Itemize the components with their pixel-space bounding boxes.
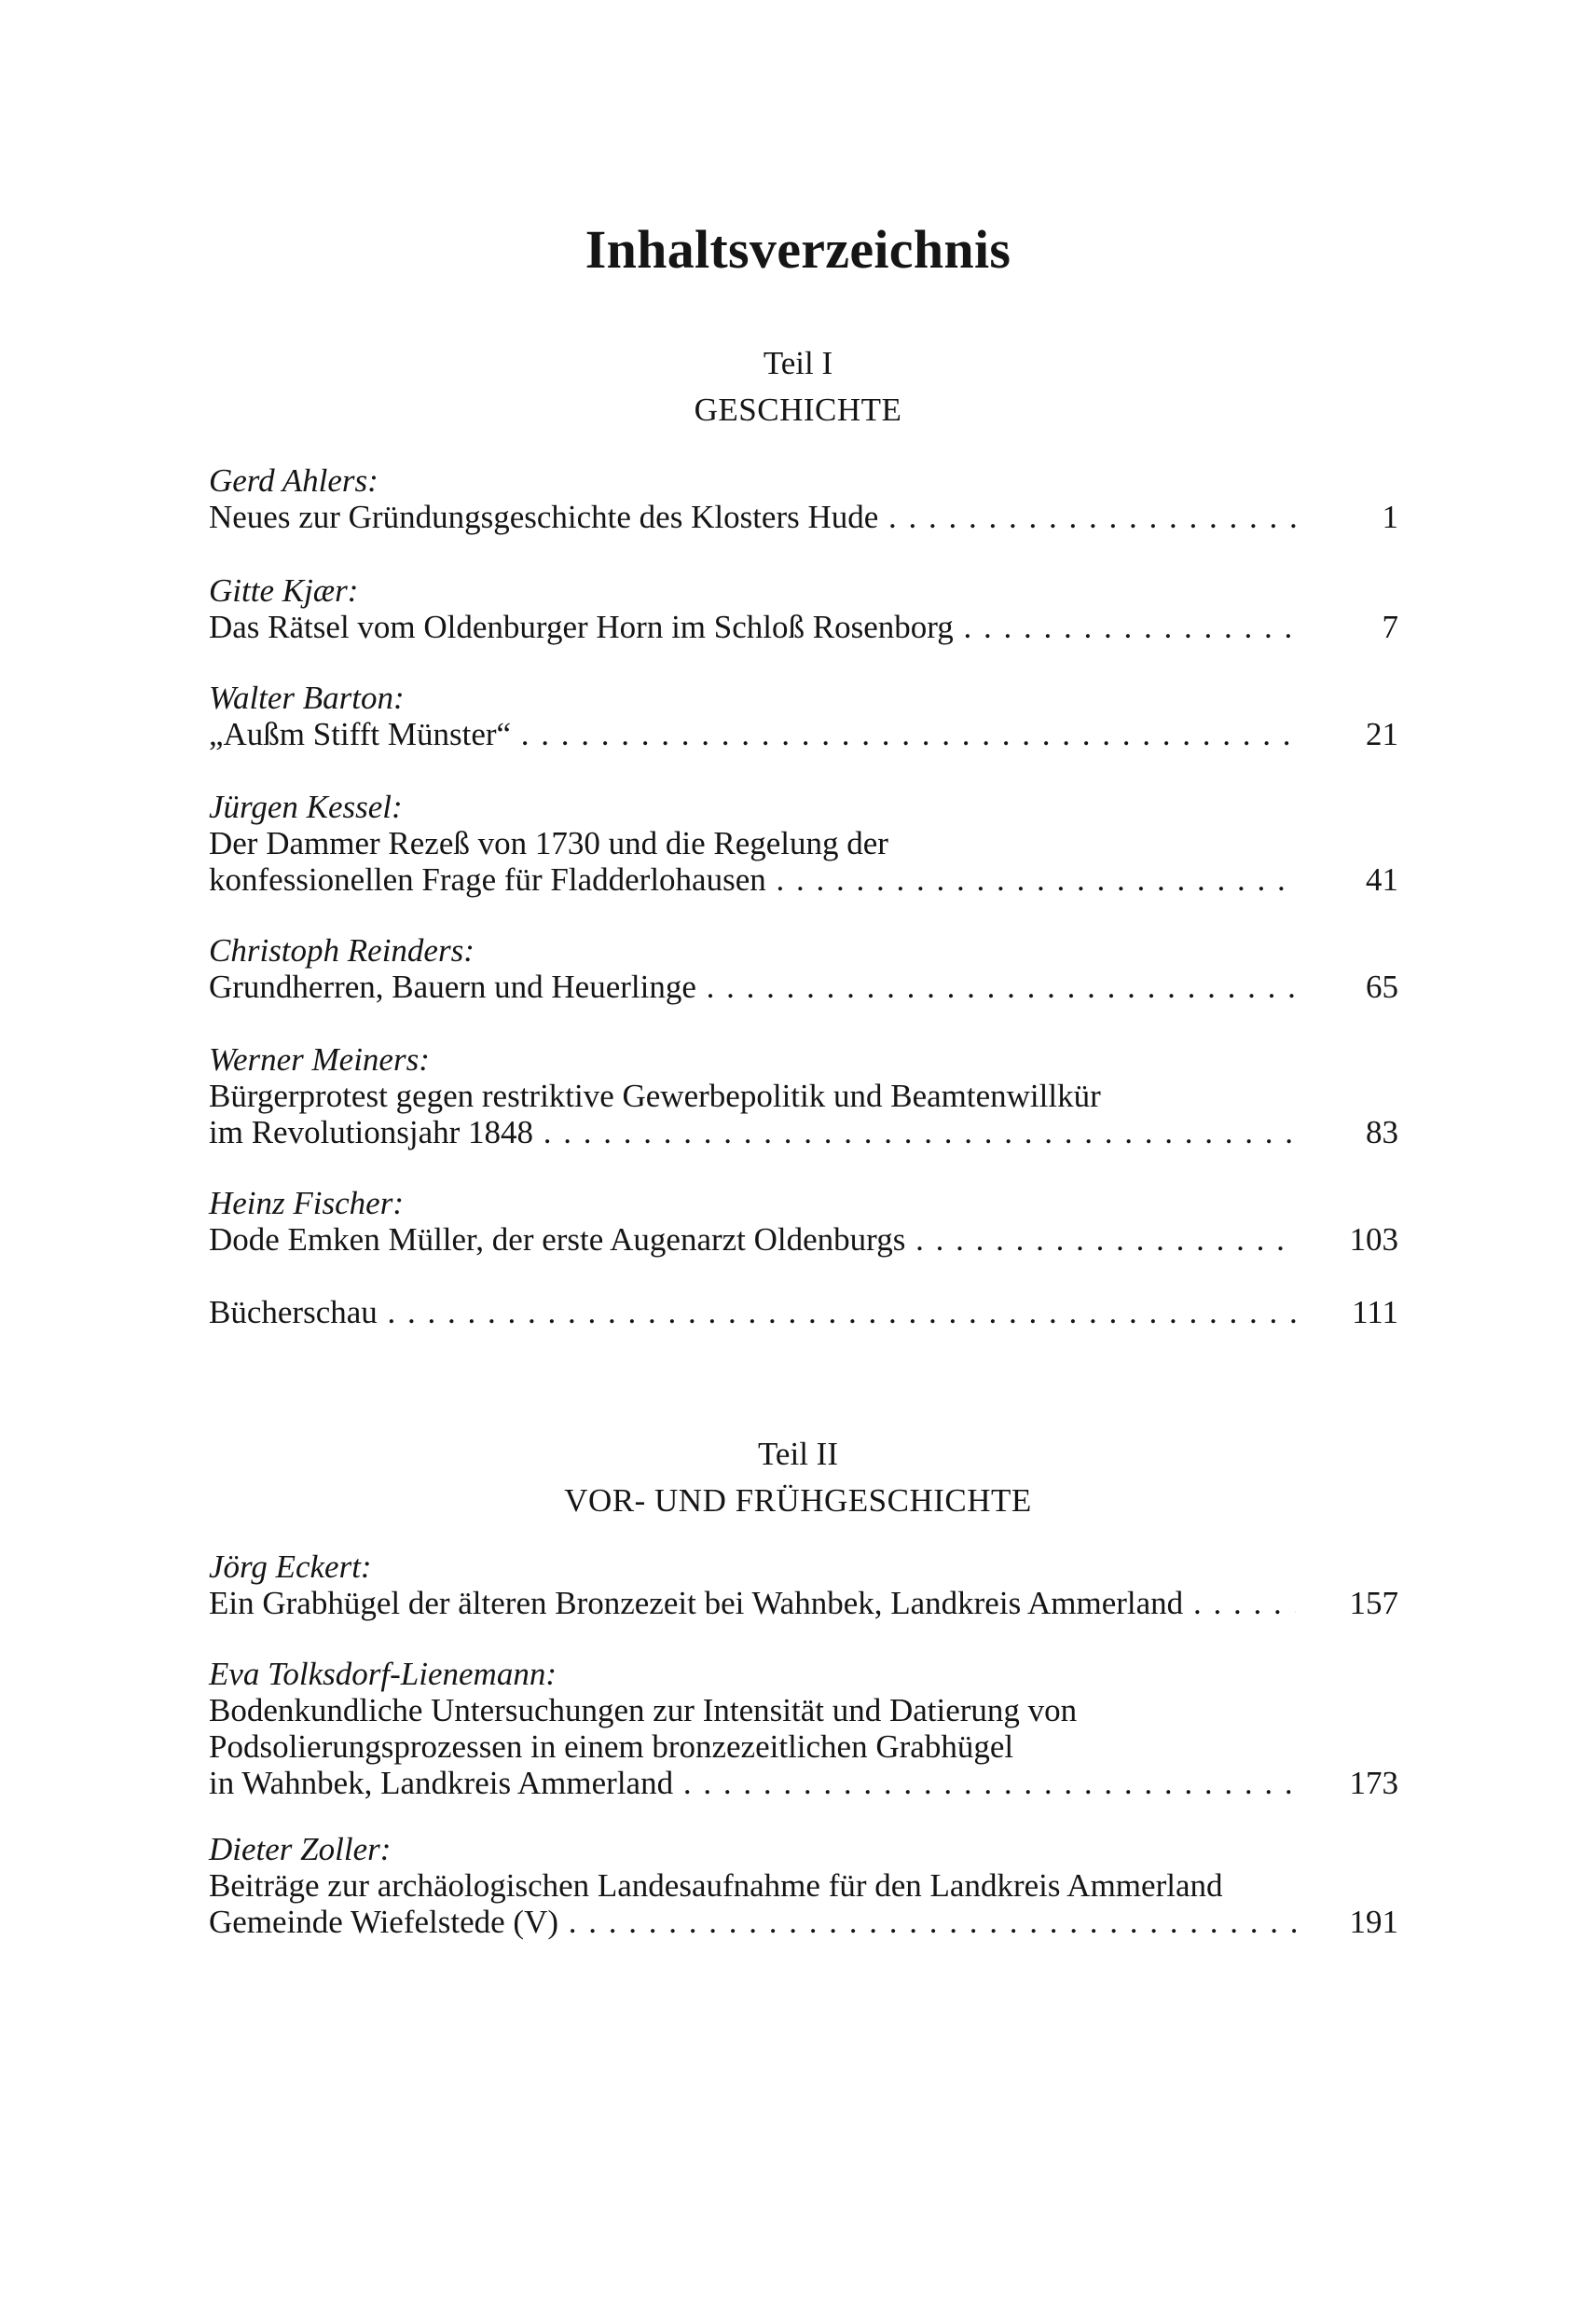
- entry-title-row: [209, 1765, 1398, 1801]
- entry-title: Dode Emken Müller, der erste Augenarzt Oldenburgs . . .: [209, 1221, 1296, 1258]
- entry-title-line: Beiträge zur archäologischen Landesaufnahme für den Landkreis Ammerland: [209, 1867, 1223, 1904]
- entry-title-row: [209, 1294, 1398, 1330]
- entry-author: Werner Meiners:: [209, 1041, 430, 1078]
- entry-title: Ein Grabhügel der älteren Bronzezeit bei Wahnbek, Landkreis Ammerland . . .: [209, 1585, 1296, 1621]
- entry-title-row: [209, 1114, 1398, 1150]
- entry-page-number: 1: [1382, 499, 1398, 535]
- entry-title-line: Bürgerprotest gegen restriktive Gewerbepolitik und Beamtenwillkür: [209, 1078, 1101, 1114]
- entry-page-number: 157: [1349, 1585, 1398, 1621]
- entry-title-line: Podsolierungsprozessen in einem bronzezeitlichen Grabhügel: [209, 1728, 1014, 1765]
- entry-author: Gitte Kjær:: [209, 572, 359, 609]
- entry-title-row: [209, 969, 1398, 1005]
- entry-title: in Wahnbek, Landkreis Ammerland . . .: [209, 1765, 1296, 1801]
- entry-page-number: 173: [1349, 1765, 1398, 1801]
- entry-author: Christoph Reinders:: [209, 932, 475, 969]
- entry-author: Eva Tolksdorf-Lienemann:: [209, 1656, 557, 1692]
- toc-entry[interactable]: [209, 462, 1398, 535]
- toc-entry[interactable]: [209, 1656, 1398, 1801]
- entry-page-number: 83: [1366, 1114, 1398, 1150]
- entry-page-number: 21: [1366, 716, 1398, 752]
- entry-title-row: [209, 861, 1398, 898]
- toc-entry[interactable]: [209, 1548, 1398, 1621]
- page-title: Inhaltsverzeichnis: [585, 218, 1011, 280]
- entry-page-number: 41: [1366, 861, 1398, 898]
- entry-page-number: 7: [1382, 609, 1398, 645]
- entry-author: Jörg Eckert:: [209, 1548, 372, 1585]
- entry-author: Heinz Fischer:: [209, 1185, 404, 1221]
- part-2-heading: VOR- UND FRÜHGESCHICHTE: [564, 1482, 1032, 1519]
- entry-title: Neues zur Gründungsgeschichte des Klosters Hude . . .: [209, 499, 1296, 535]
- toc-entry[interactable]: [209, 680, 1398, 752]
- toc-entry[interactable]: [209, 572, 1398, 645]
- entry-title-row: [209, 609, 1398, 645]
- toc-entry[interactable]: [209, 1831, 1398, 1940]
- entry-title: Bücherschau . . .: [209, 1294, 1296, 1330]
- entry-author: Gerd Ahlers:: [209, 462, 378, 499]
- toc-entry[interactable]: [209, 789, 1398, 898]
- entry-title-line: Bodenkundliche Untersuchungen zur Intensität und Datierung von: [209, 1692, 1078, 1728]
- entry-title-row: [209, 1904, 1398, 1940]
- entry-title-line: Der Dammer Rezeß von 1730 und die Regelung der: [209, 825, 888, 861]
- entry-title-row: [209, 499, 1398, 535]
- entry-title: im Revolutionsjahr 1848 . . .: [209, 1114, 1296, 1150]
- toc-entry[interactable]: [209, 1185, 1398, 1258]
- entry-page-number: 111: [1352, 1294, 1398, 1330]
- entry-page-number: 65: [1366, 969, 1398, 1005]
- toc-entry[interactable]: [209, 932, 1398, 1005]
- entry-page-number: 103: [1349, 1221, 1398, 1258]
- entry-title: „Außm Stifft Münster“ . . .: [209, 716, 1296, 752]
- part-1-label: Teil I: [763, 345, 833, 381]
- entry-title-row: [209, 716, 1398, 752]
- toc-entry[interactable]: [209, 1294, 1398, 1330]
- entry-title-row: [209, 1221, 1398, 1258]
- toc-entry[interactable]: [209, 1041, 1398, 1150]
- entry-title: Gemeinde Wiefelstede (V) . . .: [209, 1904, 1296, 1940]
- part-2-label: Teil II: [758, 1436, 838, 1472]
- entry-author: Walter Barton:: [209, 680, 405, 716]
- entry-title-row: [209, 1585, 1398, 1621]
- entry-author: Dieter Zoller:: [209, 1831, 392, 1867]
- entry-page-number: 191: [1349, 1904, 1398, 1940]
- entry-title: Grundherren, Bauern und Heuerlinge . . .: [209, 969, 1296, 1005]
- entry-title: Das Rätsel vom Oldenburger Horn im Schloß Rosenborg . . .: [209, 609, 1296, 645]
- entry-author: Jürgen Kessel:: [209, 789, 403, 825]
- part-1-heading: GESCHICHTE: [694, 392, 902, 428]
- entry-title: konfessionellen Frage für Fladderlohausen . . .: [209, 861, 1296, 898]
